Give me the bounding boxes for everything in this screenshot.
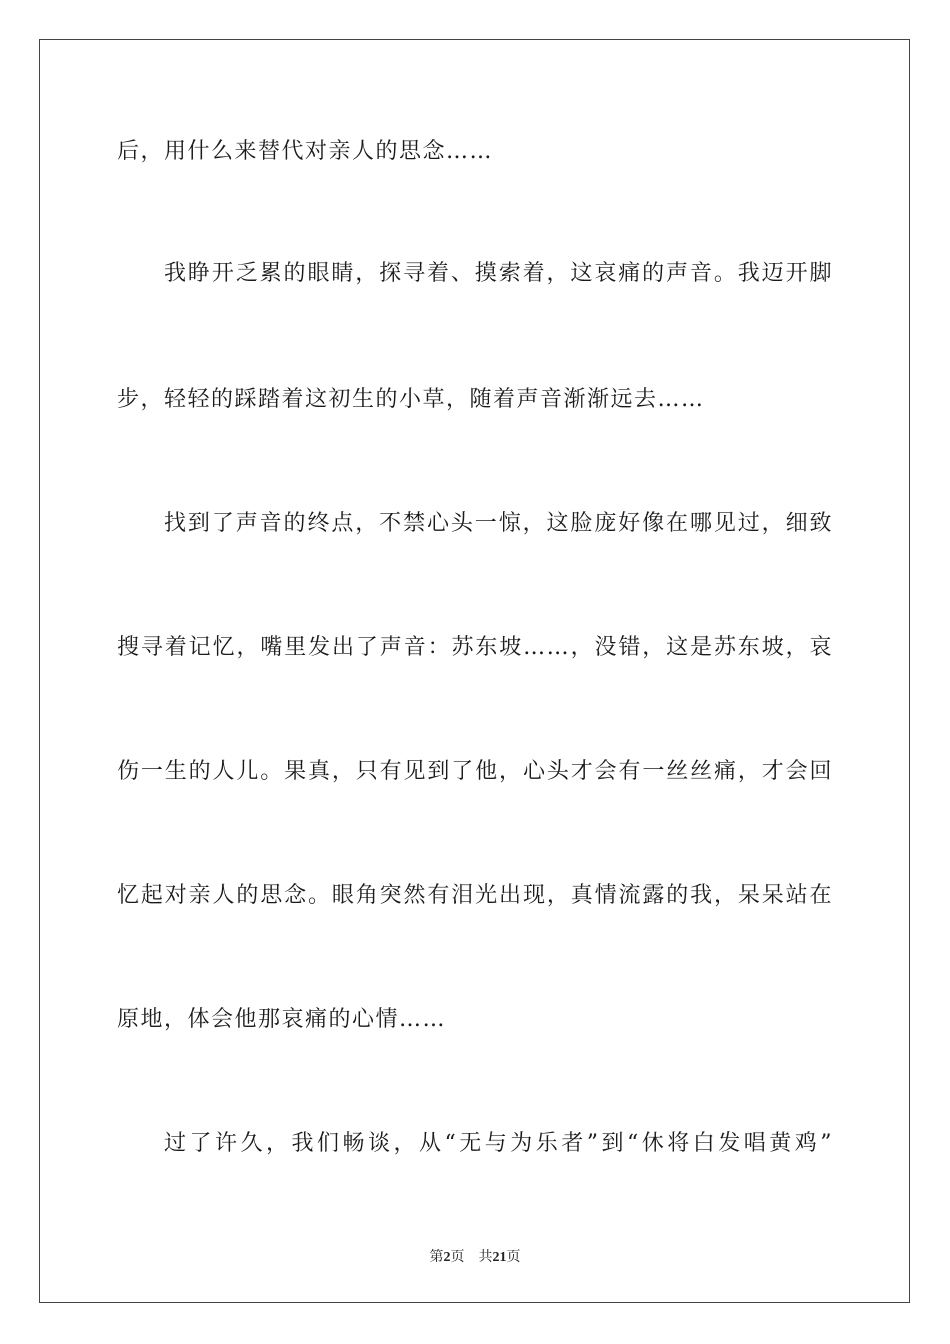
text-line-4: 找到了声音的终点，不禁心头一惊，这脸庞好像在哪见过，细致 <box>164 511 833 536</box>
text-line-1: 后，用什么来替代对亲人的思念…… <box>117 139 494 164</box>
text-line-3: 步，轻轻的踩踏着这初生的小草，随着声音渐渐远去…… <box>117 387 705 412</box>
footer-total-suffix: 页 <box>506 1249 521 1265</box>
text-line-6: 伤一生的人儿。果真，只有见到了他，心头才会有一丝丝痛，才会回 <box>117 759 833 784</box>
footer-page-prefix: 第 <box>429 1249 444 1265</box>
text-line-2: 我睁开乏累的眼睛，探寻着、摸索着，这哀痛的声音。我迈开脚 <box>164 261 833 286</box>
footer-total-prefix: 共 <box>478 1249 493 1265</box>
footer-total-number: 21 <box>492 1250 507 1265</box>
text-line-8: 原地，体会他那哀痛的心情…… <box>117 1007 447 1032</box>
text-line-5: 搜寻着记忆，嘴里发出了声音：苏东坡……，没错，这是苏东坡，哀 <box>117 635 833 660</box>
text-line-9: 过了许久，我们畅谈，从“无与为乐者”到“休将白发唱黄鸡” <box>164 1131 833 1156</box>
page-footer <box>0 1248 950 1267</box>
footer-page-number: 2 <box>443 1250 451 1265</box>
footer-page-suffix: 页 <box>450 1249 465 1265</box>
text-line-7: 忆起对亲人的思念。眼角突然有泪光出现，真情流露的我，呆呆站在 <box>117 883 833 908</box>
page-border <box>39 39 910 1303</box>
